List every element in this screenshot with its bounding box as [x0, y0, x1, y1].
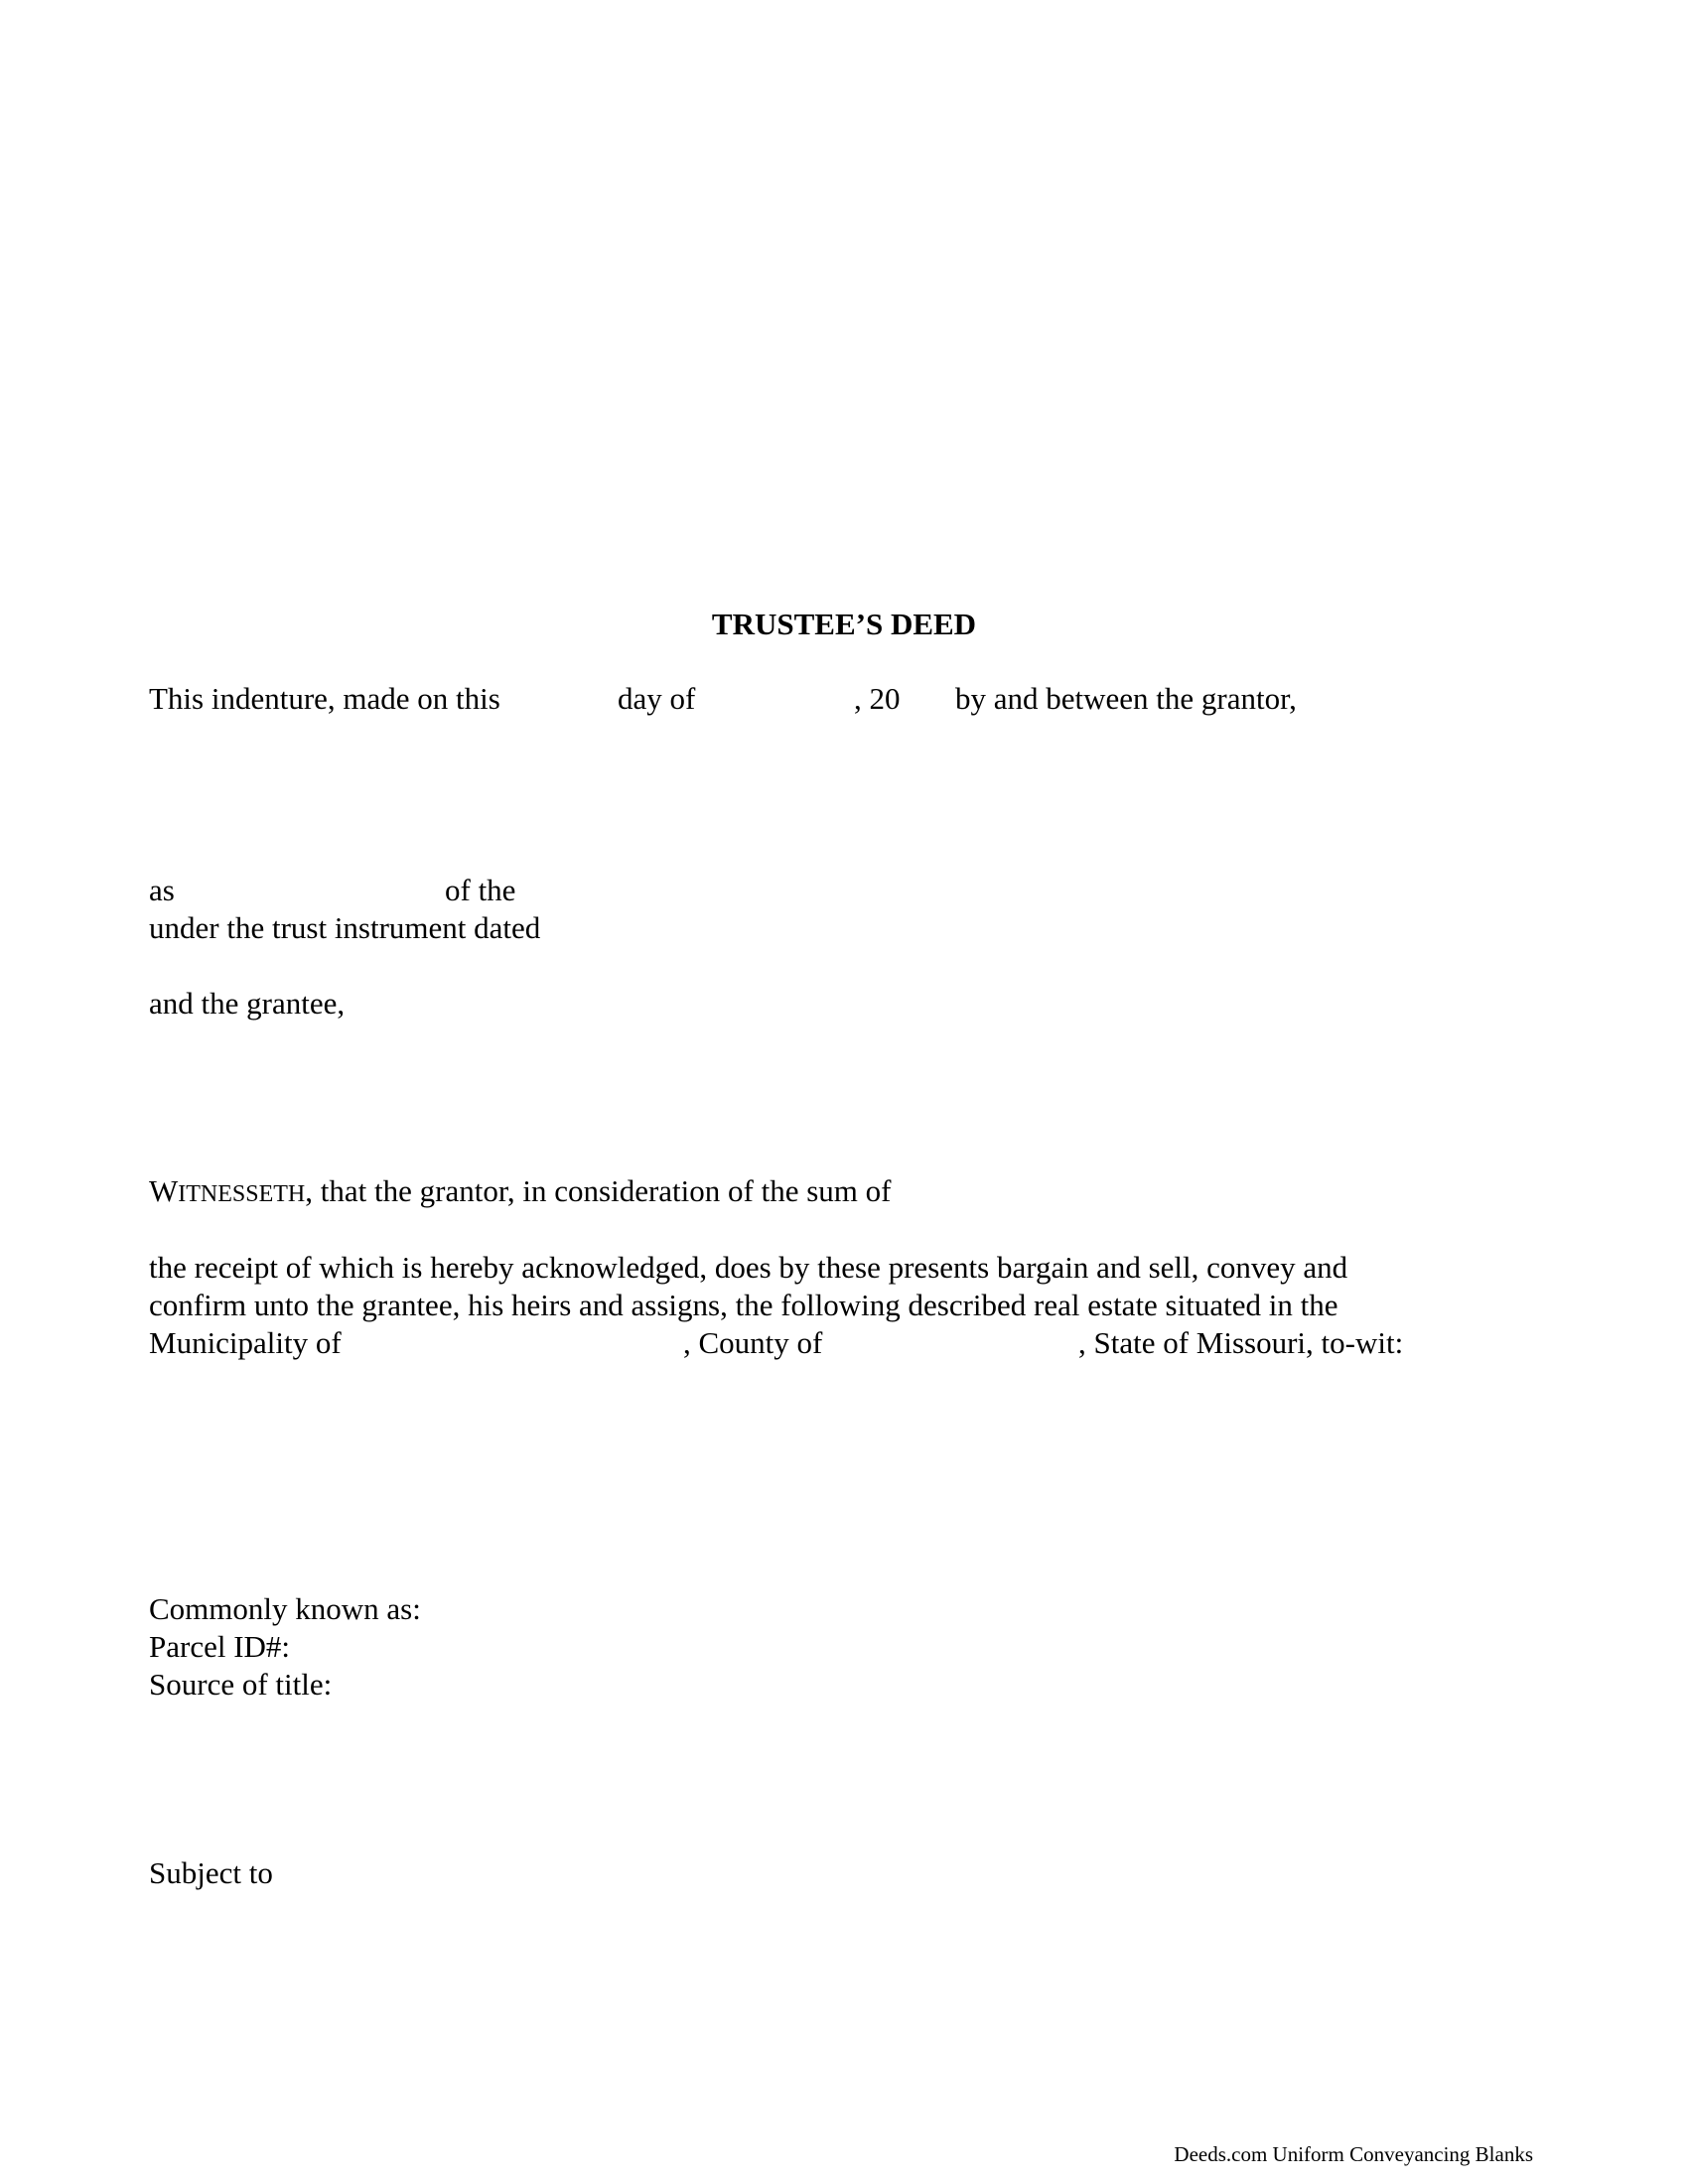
county-label: , County of: [683, 1325, 823, 1360]
grantee-label: and the grantee,: [149, 986, 346, 1021]
trustee-as: as: [149, 873, 175, 907]
source-of-title-label: Source of title:: [149, 1667, 333, 1702]
witnesseth-smallcaps: ITNESSETH: [178, 1181, 306, 1207]
indenture-year: , 20: [854, 681, 901, 716]
footer-text: Deeds.com Uniform Conveyancing Blanks: [1174, 2142, 1533, 2166]
conveyance-line-1: the receipt of which is hereby acknowledged, does by these presents bargain and sell, convey and: [149, 1250, 1348, 1285]
witnesseth-cap: W: [149, 1173, 179, 1208]
commonly-known-label: Commonly known as:: [149, 1591, 421, 1626]
subject-to-label: Subject to: [149, 1855, 273, 1890]
conveyance-line-2: confirm unto the grantee, his heirs and assigns, the following described real estate situated in the: [149, 1288, 1338, 1322]
municipality-label: Municipality of: [149, 1325, 342, 1360]
indenture-suffix: by and between the grantor,: [955, 681, 1297, 716]
witnesseth-text: , that the grantor, in consideration of the sum of: [305, 1173, 892, 1208]
indenture-day-of: day of: [618, 681, 696, 716]
witnesseth-line: [149, 1172, 891, 1213]
parcel-id-label: Parcel ID#:: [149, 1629, 291, 1664]
trustee-of-the: of the: [445, 873, 516, 907]
state-label: , State of Missouri, to-wit:: [1078, 1325, 1404, 1360]
indenture-prefix: This indenture, made on this: [149, 681, 500, 716]
trust-instrument-line: under the trust instrument dated: [149, 910, 541, 945]
document-title: TRUSTEE’S DEED: [711, 607, 977, 641]
